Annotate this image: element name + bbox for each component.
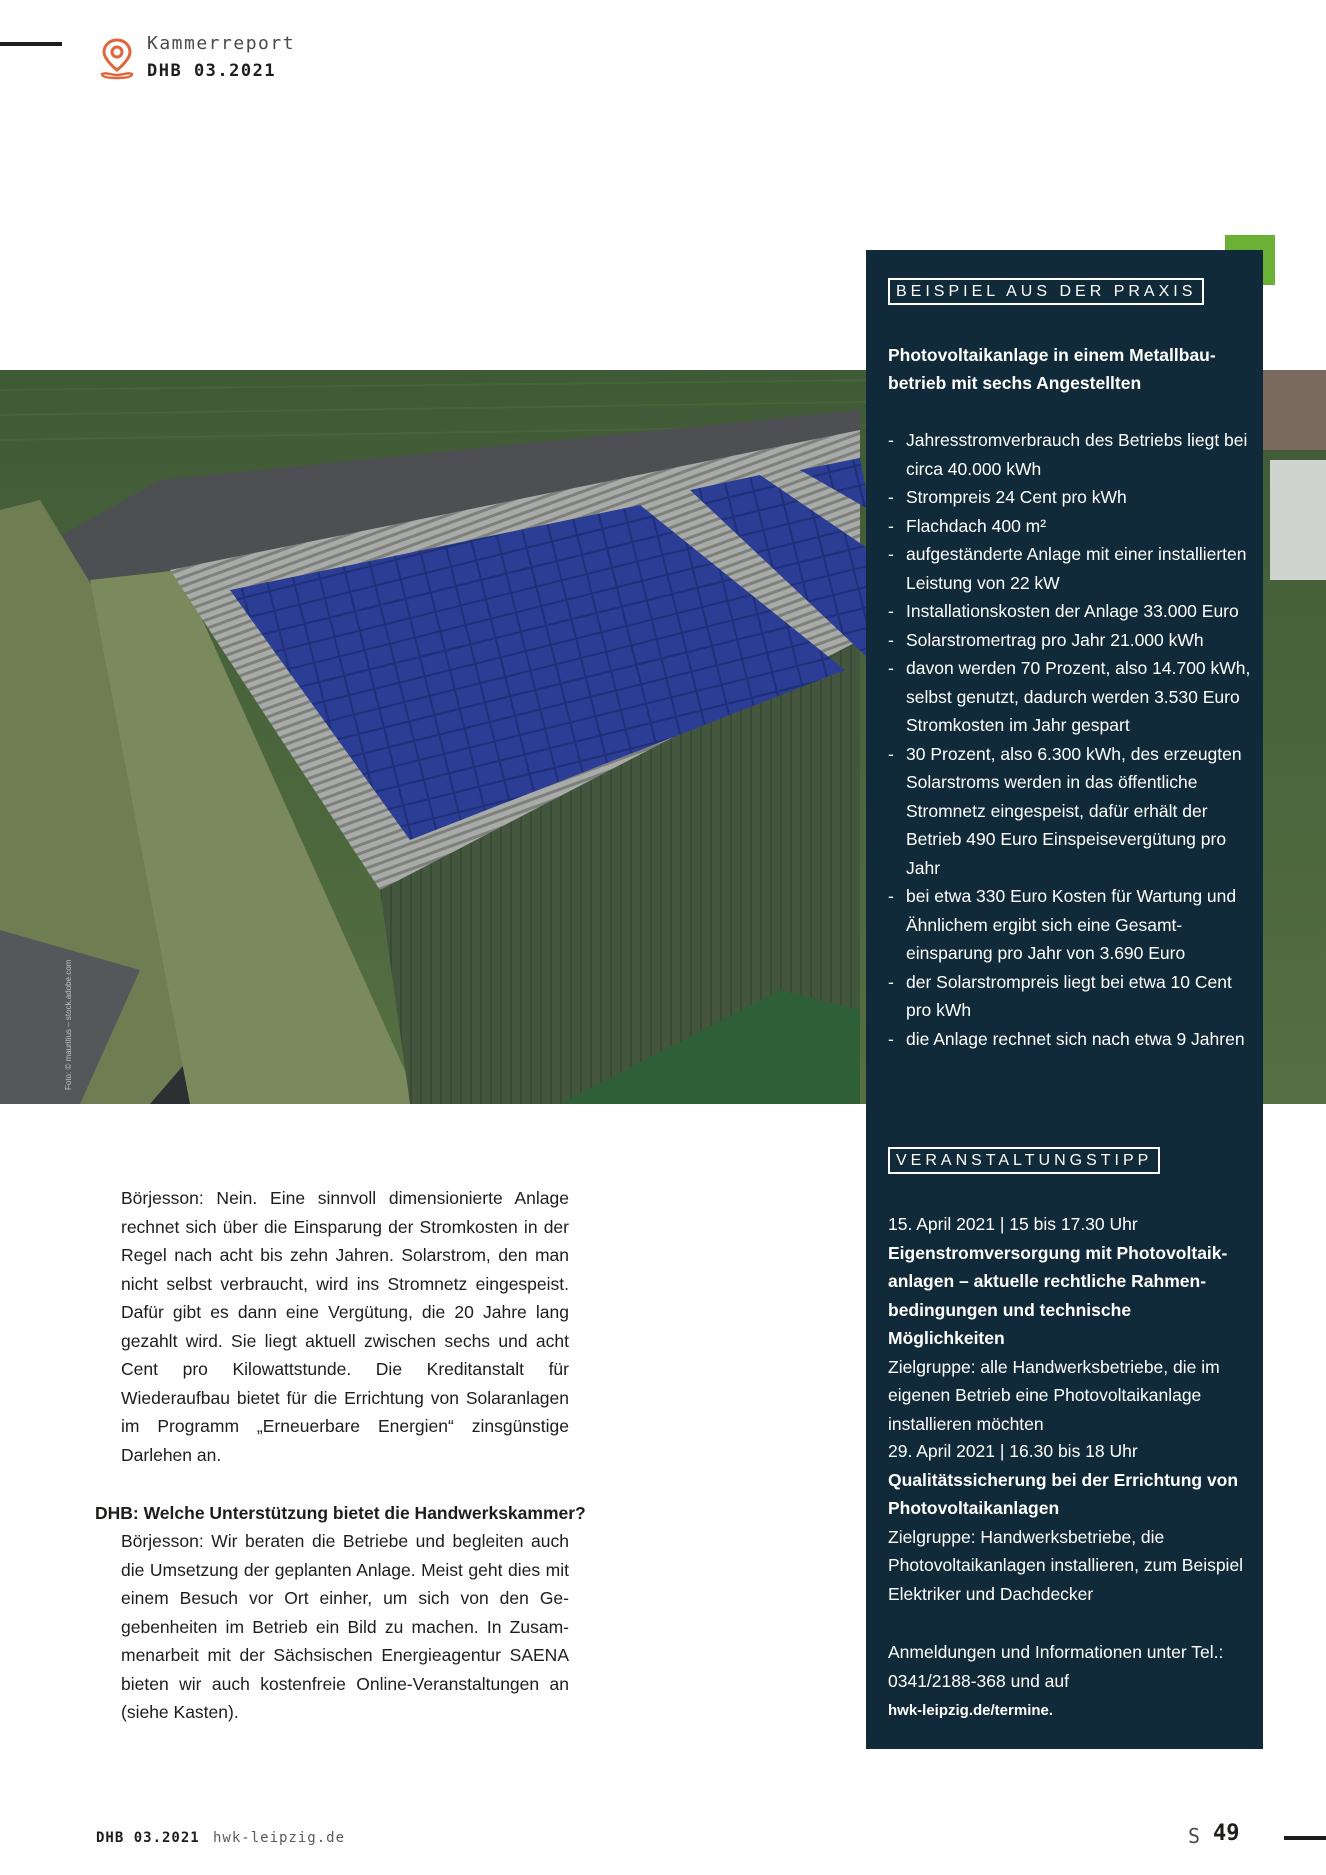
page-prefix: S [1188, 1824, 1201, 1848]
practice-facts-list [888, 426, 1253, 1053]
fact-item: - Solarstromertrag pro Jahr 21.000 kWh [888, 626, 1253, 655]
fact-item: - bei etwa 330 Euro Kosten für Wartung und Ähnlichem ergibt sich eine Gesamteinsparung pro Jahr von 3.690 Euro [888, 882, 1253, 968]
photo-credit: Foto: © mauritius – stock.adobe.com [64, 959, 73, 1090]
question-heading: DHB: Welche Unterstützung bietet die Handwerkskammer? [95, 1503, 586, 1523]
practice-subtitle [888, 341, 1248, 397]
fact-item: - der Solarstrompreis liegt bei etwa 10 Cent pro kWh [888, 968, 1253, 1025]
fact-item: - 30 Prozent, also 6.300 kWh, des erzeugten Solarstroms werden in das öffentliche Stromnetz eingespeist, dafür erhält der Betrieb 490 Euro Einspeisevergütung pro Jahr [888, 740, 1253, 883]
registration-info [888, 1638, 1248, 1726]
fact-item: - Installationskosten der Anlage 33.000 Euro [888, 597, 1253, 626]
info-box [866, 250, 1263, 1749]
event-title: Eigenstromversorgung mit Photovoltaikanlagen – aktuelle rechtliche Rahmenbedingungen und technische Möglichkeiten [888, 1242, 1228, 1348]
answer-paragraph-1: Börjesson: Nein. Eine sinnvoll dimensionierte Anlage rechnet sich über die Einsparung der Stromkosten in der Regel nach acht bis zehn Jahren. Solarstrom, den man nicht selbst verbraucht, wird ins Stromnetz eingespeist. Dafür gibt es dann eine Vergütung, die 20 Jahre lang gezahlt wird. Sie liegt aktuell zwischen sechs und acht Cent pro Kilowattstunde. Die Kreditanstalt für Wiederaufbau bietet für die Errichtung von Solaranlagen im Programm „Erneuerbare Energien“ zinsgünstige Darlehen an. [121, 1188, 569, 1465]
event-audience: Zielgruppe: Handwerksbetriebe, die Photovoltaikanlagen installieren, zum Beispiel Elektriker und Dachdecker [888, 1526, 1244, 1604]
answer-paragraph-2: Börjesson: Wir beraten die Betriebe und begleiten auch die Umsetzung der geplanten Anlage. Meist geht dies mit einem Besuch vor Ort einher, um sich von den Gegebenheiten im Betrieb ein Bild zu machen. In Zusammenarbeit mit der Sächsischen Energieagentur SAENA bieten wir auch kostenfreie Online-Veranstaltungen an (siehe Kasten). [121, 1531, 569, 1722]
footer-issue: DHB 03.2021 [96, 1830, 200, 1846]
issue-label: DHB 03.2021 [147, 61, 277, 81]
header-rule [0, 42, 62, 46]
page-number: 49 [1213, 1821, 1240, 1846]
section-title: Kammerreport [147, 33, 296, 54]
fact-item: - Jahresstromverbrauch des Betriebs liegt bei circa 40.000 kWh [888, 426, 1253, 483]
footer-url[interactable]: hwk-leipzig.de [213, 1830, 346, 1846]
event-2 [888, 1437, 1248, 1608]
registration-link[interactable]: hwk-leipzig.de/termine. [888, 1702, 1054, 1719]
fact-item: - aufgeständerte Anlage mit einer installierten Leistung von 22 kW [888, 540, 1253, 597]
registration-text: Anmeldungen und Informationen unter Tel.: 0341/2188-368 und auf [888, 1642, 1224, 1691]
box-tag-events: VERANSTALTUNGSTIPP [888, 1147, 1160, 1174]
fact-item: - Flachdach 400 m² [888, 512, 1253, 541]
box-tag-practice: BEISPIEL AUS DER PRAXIS [888, 278, 1204, 305]
practice-subtitle-line1: Photovoltaikanlage in einem Metallbau- [888, 345, 1216, 365]
event-date: 29. April 2021 | 16.30 bis 18 Uhr [888, 1441, 1138, 1461]
fact-item: - davon werden 70 Prozent, also 14.700 kWh, selbst genutzt, dadurch werden 3.530 Euro Stromkosten im Jahr gespart [888, 654, 1253, 740]
event-title: Qualitätssicherung bei der Errichtung von Photovoltaikanlagen [888, 1469, 1239, 1518]
event-date: 15. April 2021 | 15 bis 17.30 Uhr [888, 1214, 1138, 1234]
fact-item: - die Anlage rechnet sich nach etwa 9 Jahren [888, 1025, 1253, 1054]
practice-subtitle-line2: betrieb mit sechs Angestellten [888, 373, 1142, 393]
event-audience: Zielgruppe: alle Handwerksbetriebe, die im eigenen Betrieb eine Photovoltaikanlage installieren möchten [888, 1356, 1220, 1434]
fact-item: - Strompreis 24 Cent pro kWh [888, 483, 1253, 512]
event-1 [888, 1210, 1248, 1438]
location-pin-icon [96, 36, 138, 80]
footer-rule [1284, 1836, 1326, 1840]
